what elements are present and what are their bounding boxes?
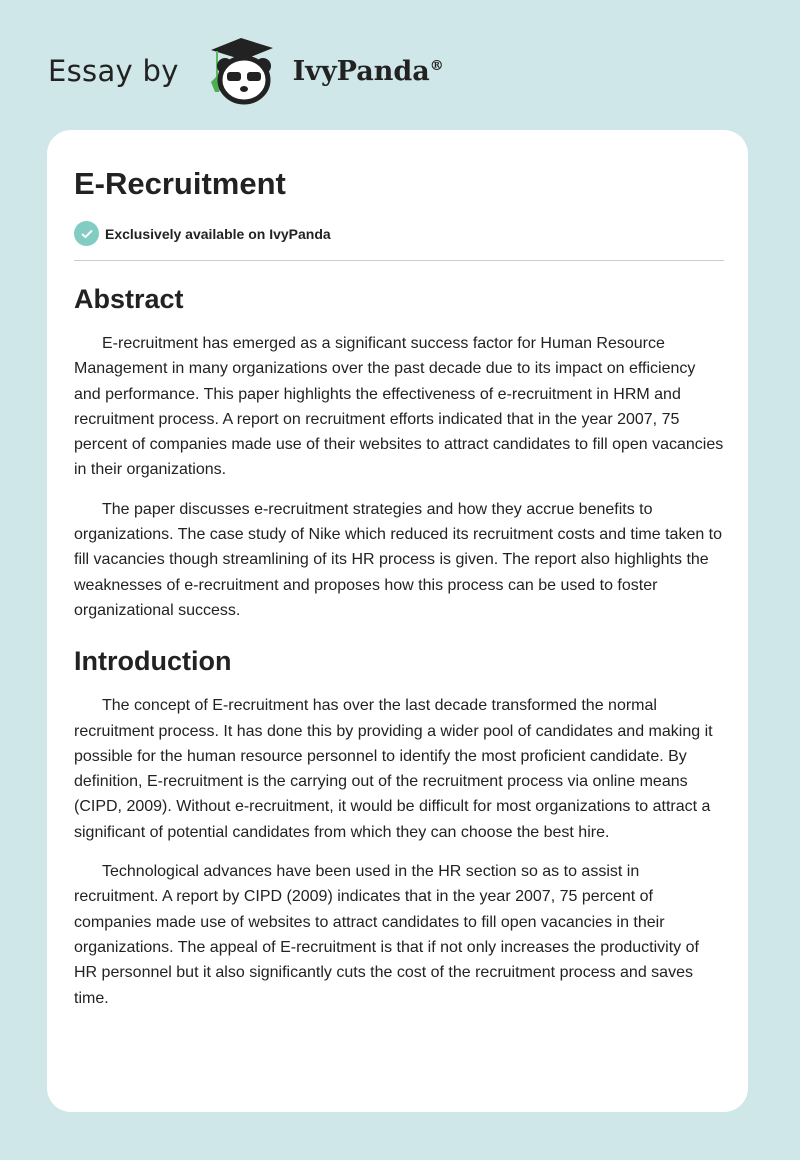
badge-text: Exclusively available on IvyPanda (105, 225, 331, 242)
essay-title: E-Recruitment (74, 166, 286, 201)
essay-by-label: Essay by (48, 54, 179, 88)
panda-logo-icon[interactable] (197, 36, 285, 106)
exclusive-badge (74, 221, 724, 246)
site-header (48, 36, 444, 106)
brand-text: IvyPanda (292, 55, 430, 87)
brand-name[interactable] (293, 56, 444, 87)
paragraph: The concept of E-recruitment has over the last decade transformed the normal recruitment process. It has done this by providing a wider pool of candidates and making it possible for the human resource personnel to identify the most proficient candidate. By definition, E-recruitment is the carrying out of the recruitment process via online means (CIPD, 2009). Without e-recruitment, it would be difficult for most organizations to attract a significant of potential candidates from which they can choose the best hire. (74, 697, 713, 841)
section-heading-abstract: Abstract (74, 284, 184, 314)
registered-mark: ® (429, 57, 444, 74)
paragraph: E-recruitment has emerged as a significant success factor for Human Resource Management in many organizations over the past decade due to its impact on efficiency and performance. This paper highlights the effectiveness of e-recruitment in HRM and recruitment process. A report on recruitment efforts indicated that in the year 2007, 75 percent of companies made use of their websites to attract candidates to fill open vacancies in their organizations. (74, 335, 724, 479)
paragraph: Technological advances have been used in the HR section so as to assist in recruitment. A report by CIPD (2009) indicates that in the year 2007, 75 percent of companies made use of websites to attract candidates to fill open vacancies in their organizations. The appeal of E-recruitment is that if not only increases the productivity of HR personnel but it also significantly cuts the cost of the recruitment process and saves time. (74, 863, 699, 1007)
essay-card (47, 130, 748, 1112)
paragraph: The paper discusses e-recruitment strategies and how they accrue benefits to organizations. The case study of Nike which reduced its recruitment costs and time taken to fill vacancies though streamlining of its HR process is given. The report also highlights the weaknesses of e-recruitment and proposes how this process can be used to foster organizational success. (74, 500, 723, 619)
section-heading-introduction: Introduction (74, 646, 232, 677)
divider (74, 260, 724, 261)
check-icon (74, 221, 99, 246)
